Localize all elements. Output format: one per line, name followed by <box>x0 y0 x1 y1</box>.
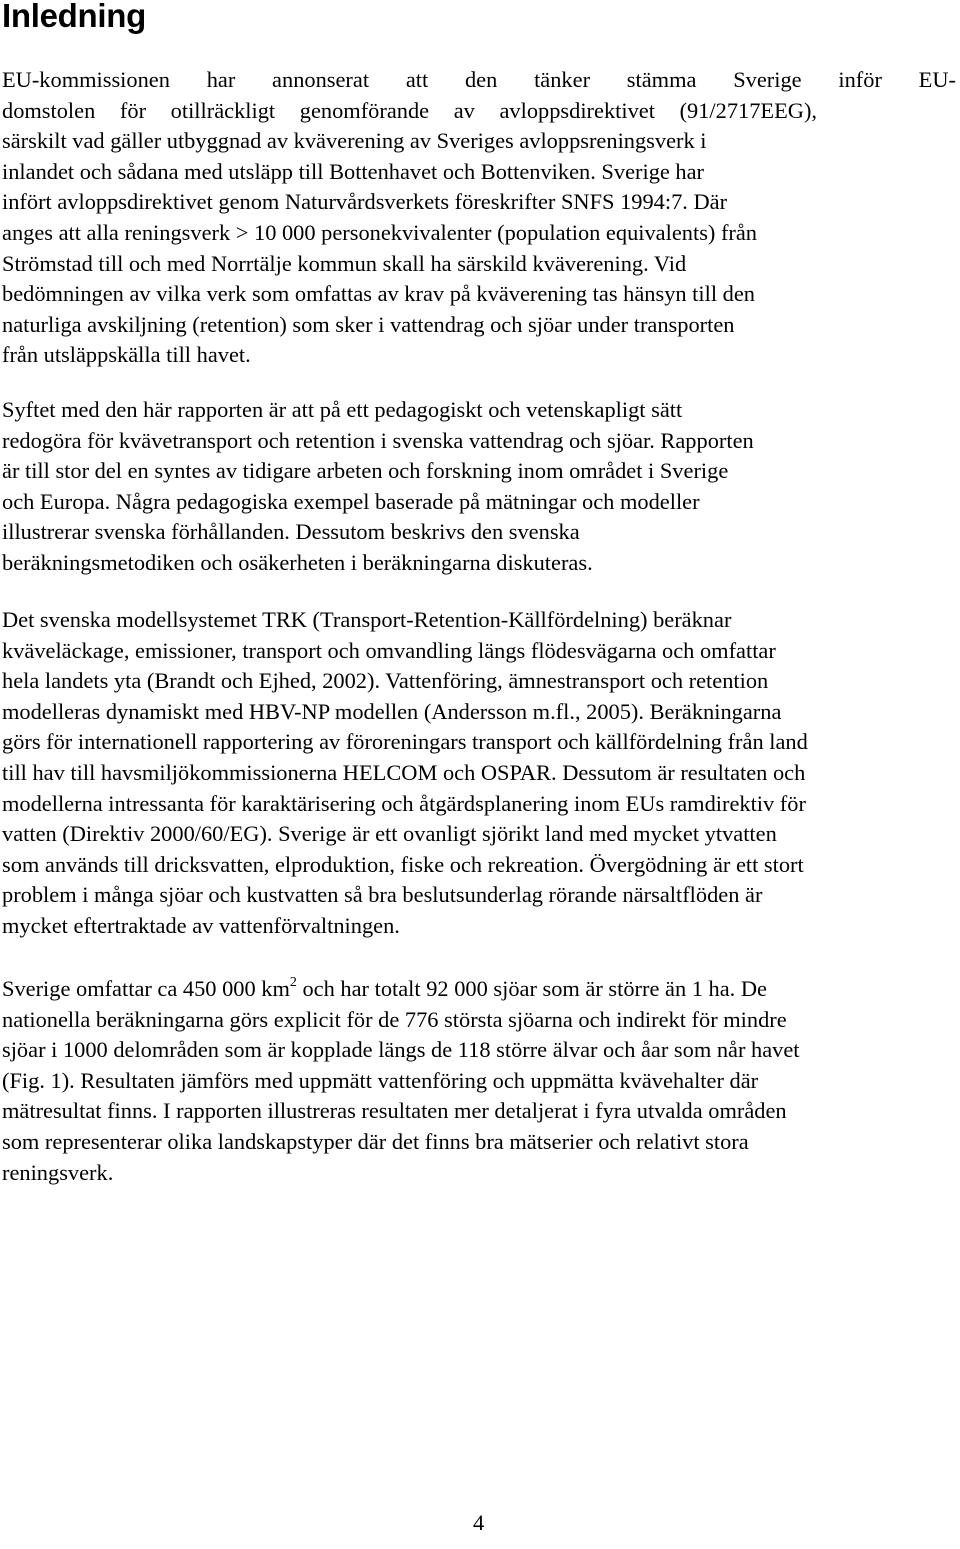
text-line: särskilt vad gäller utbyggnad av kväverening av Sveriges avloppsreningsverk i <box>2 128 707 154</box>
section-heading: Inledning <box>2 0 146 34</box>
text-line: som används till dricksvatten, elproduktion, fiske och rekreation. Övergödning är ett stort <box>2 851 804 877</box>
text-line: anges att alla reningsverk > 10 000 personekvivalenter (population equivalents) från <box>2 219 758 245</box>
text-line: Det svenska modellsystemet TRK (Transport-Retention-Källfördelning) beräknar <box>2 607 732 632</box>
text-line: modelleras dynamiskt med HBV-NP modellen (Andersson m.fl., 2005). Beräkningarna <box>2 698 782 724</box>
text-line: och Europa. Några pedagogiska exempel baserade på mätningar och modeller <box>2 488 700 514</box>
text-line: till hav till havsmiljökommissionerna HELCOM och OSPAR. Dessutom är resultaten och <box>2 759 806 785</box>
text-line: naturliga avskiljning (retention) som sker i vattendrag och sjöar under transporten <box>2 311 735 337</box>
superscript: 2 <box>289 975 297 990</box>
text-line: är till stor del en syntes av tidigare arbeten och forskning inom området i Sverige <box>2 458 729 484</box>
text-segment: och har totalt 92 000 sjöar som är större än 1 ha. De <box>296 976 767 1001</box>
text-line: illustrerar svenska förhållanden. Dessutom beskrivs den svenska <box>2 519 580 545</box>
text-line <box>2 974 800 1005</box>
text-line: sjöar i 1000 delområden som är kopplade längs de 118 större älvar och åar som når havet <box>2 1037 800 1063</box>
text-line: mycket eftertraktade av vattenförvaltningen. <box>2 912 400 938</box>
paragraph-1 <box>2 65 956 371</box>
text-line: redogöra för kvävetransport och retention i svenska vattendrag och sjöar. Rapporten <box>2 427 754 453</box>
text-line: domstolen för otillräckligt genomförande av avloppsdirektivet (91/2717EEG), <box>2 97 817 123</box>
text-line: görs för internationell rapportering av föroreningars transport och källfördelning från land <box>2 729 808 755</box>
text-line: EU-kommissionen har annonserat att den tänker stämma Sverige inför EU- <box>2 67 956 92</box>
text-line: beräkningsmetodiken och osäkerheten i beräkningarna diskuteras. <box>2 549 593 575</box>
text-line: vatten (Direktiv 2000/60/EG). Sverige är ett ovanligt sjörikt land med mycket ytvatten <box>2 821 777 847</box>
text-line: kväveläckage, emissioner, transport och omvandling längs flödesvägarna och omfattar <box>2 637 776 663</box>
text-line: reningsverk. <box>2 1159 114 1185</box>
text-line: nationella beräkningarna görs explicit för de 776 största sjöarna och indirekt för mindre <box>2 1006 787 1032</box>
paragraph-3 <box>2 605 808 942</box>
text-line: hela landets yta (Brandt och Ejhed, 2002). Vattenföring, ämnestransport och retention <box>2 668 769 694</box>
text-line: bedömningen av vilka verk som omfattas av krav på kväverening tas hänsyn till den <box>2 281 755 307</box>
text-line: Syftet med den här rapporten är att på ett pedagogiskt och vetenskapligt sätt <box>2 397 683 422</box>
text-line: mätresultat finns. I rapporten illustreras resultaten mer detaljerat i fyra utvalda områden <box>2 1098 787 1124</box>
text-line: inlandet och sådana med utsläpp till Bottenhavet och Bottenviken. Sverige har <box>2 158 705 184</box>
text-line: (Fig. 1). Resultaten jämförs med uppmätt vattenföring och uppmätta kvävehalter där <box>2 1067 759 1093</box>
paragraph-2 <box>2 395 754 579</box>
text-line: som representerar olika landskapstyper där det finns bra mätserier och relativt stora <box>2 1128 749 1154</box>
text-segment: Sverige omfattar ca 450 000 km <box>2 976 290 1001</box>
text-line: Strömstad till och med Norrtälje kommun skall ha särskild kväverening. Vid <box>2 250 687 276</box>
text-line: infört avloppsdirektivet genom Naturvårdsverkets föreskrifter SNFS 1994:7. Där <box>2 189 728 215</box>
text-line: modellerna intressanta för karaktärisering och åtgärdsplanering inom EUs ramdirektiv för <box>2 790 806 816</box>
page-number: 4 <box>473 1510 485 1535</box>
text-line: från utsläppskälla till havet. <box>2 342 251 368</box>
text-line: problem i många sjöar och kustvatten så bra beslutsunderlag rörande närsaltflöden är <box>2 882 763 908</box>
paragraph-4 <box>2 974 800 1188</box>
